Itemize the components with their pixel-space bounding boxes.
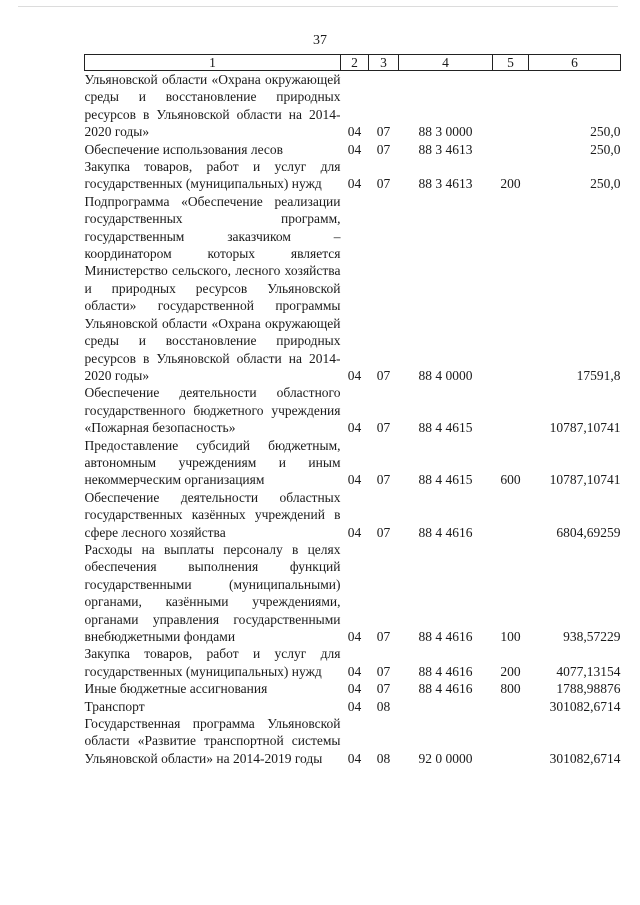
row-name: Обеспечение деятельности областного государственного бюджетного учреждения «Пожарная безопасность» — [84, 385, 341, 436]
row-subsection: 07 — [376, 629, 391, 644]
table-row — [85, 437, 621, 489]
row-target-article: 88 4 4616 — [418, 629, 473, 644]
row-subsection: 07 — [376, 367, 391, 383]
row-subsection: 08 — [376, 750, 391, 766]
row-section: 04 — [347, 681, 362, 697]
row-subsection: 07 — [376, 681, 391, 697]
row-name: Иные бюджетные ассигнования — [84, 681, 268, 697]
row-subsection: 07 — [376, 420, 391, 436]
table-row — [85, 541, 621, 645]
row-expense-type — [493, 71, 529, 141]
row-expense-type — [493, 698, 529, 715]
scan-artifact-top — [18, 6, 618, 7]
row-subsection: 08 — [376, 698, 391, 714]
row-name: Обеспечение деятельности областных государственных казённых учреждений в сфере лесного хозяйства — [84, 489, 341, 540]
table-body — [85, 71, 621, 768]
table-row — [85, 645, 621, 680]
row-name: Государственная программа Ульяновской области «Развитие транспортной системы Ульяновской области» на 2014-2019 годы — [84, 716, 341, 766]
row-section: 04 — [347, 124, 362, 140]
table-row — [85, 193, 621, 384]
row-target-article: 88 3 0000 — [418, 124, 473, 140]
row-name: Обеспечение использования лесов — [84, 141, 284, 157]
row-target-article: 92 0 0000 — [418, 750, 473, 766]
row-amount: 17591,8 — [576, 367, 621, 383]
row-subsection: 07 — [376, 524, 391, 540]
row-amount: 10787,10741 — [549, 420, 621, 436]
row-name: Закупка товаров, работ и услуг для государственных (муниципальных) нужд — [84, 159, 341, 192]
table-row — [85, 71, 621, 141]
table-header — [85, 55, 621, 71]
row-amount: 250,0 — [590, 124, 621, 140]
row-target-article: 88 3 4613 — [418, 141, 473, 157]
header-col-6: 6 — [529, 55, 621, 71]
row-name: Транспорт — [84, 698, 145, 714]
table-row — [85, 384, 621, 436]
row-section: 04 — [347, 663, 362, 679]
table-row — [85, 715, 621, 767]
row-target-article: 88 4 4616 — [418, 681, 473, 697]
header-col-4: 4 — [399, 55, 493, 71]
row-amount: 6804,69259 — [556, 524, 621, 540]
header-col-2: 2 — [341, 55, 369, 71]
table-row — [85, 698, 621, 715]
row-expense-type — [493, 384, 529, 436]
row-expense-type: 600 — [500, 472, 521, 488]
budget-table — [84, 54, 621, 767]
header-col-3: 3 — [369, 55, 399, 71]
row-subsection: 07 — [376, 663, 391, 679]
row-amount: 4077,13154 — [556, 663, 621, 679]
row-amount: 250,0 — [590, 176, 621, 192]
row-name: Закупка товаров, работ и услуг для государственных (муниципальных) нужд — [84, 646, 341, 679]
row-amount: 938,57229 — [563, 629, 621, 644]
row-amount: 10787,10741 — [549, 472, 621, 488]
row-target-article: 88 4 4615 — [418, 472, 473, 488]
row-name: Ульяновской области «Охрана окружающей среды и восстановление природных ресурсов в Ульяновской области на 2014-2020 годы» — [84, 72, 341, 140]
row-target-article — [399, 698, 493, 715]
table-row — [85, 680, 621, 697]
row-expense-type — [493, 141, 529, 158]
row-target-article: 88 4 4615 — [418, 420, 473, 436]
row-amount: 301082,6714 — [549, 750, 621, 766]
row-section: 04 — [347, 698, 362, 714]
row-section: 04 — [347, 629, 362, 644]
row-section: 04 — [347, 524, 362, 540]
header-col-1: 1 — [85, 55, 341, 71]
row-name: Расходы на выплаты персоналу в целях обеспечения выполнения функций государственными (муниципальными) органами, казёнными учреждениями, органами управления государственными внебюджетными фондами — [84, 541, 341, 644]
row-section: 04 — [347, 420, 362, 436]
row-subsection: 07 — [376, 141, 391, 157]
row-target-article: 88 4 4616 — [418, 663, 473, 679]
row-section: 04 — [347, 472, 362, 488]
row-amount: 250,0 — [590, 141, 621, 157]
row-subsection: 07 — [376, 176, 391, 192]
row-expense-type — [493, 489, 529, 541]
row-amount: 301082,6714 — [549, 698, 621, 714]
table-row — [85, 489, 621, 541]
row-subsection: 07 — [376, 124, 391, 140]
row-expense-type: 200 — [500, 176, 521, 192]
row-expense-type: 800 — [500, 681, 521, 697]
row-section: 04 — [347, 750, 362, 766]
row-section: 04 — [347, 141, 362, 157]
row-section: 04 — [347, 176, 362, 192]
page-number: 37 — [313, 33, 327, 48]
row-subsection: 07 — [376, 472, 391, 488]
row-name: Подпрограмма «Обеспечение реализации государственных программ, государственным заказчиком – координатором которых является Министерство сельского, лесного хозяйства и природных ресурсов Ульяновской области» государственной программы Ульяновской области «Охрана окружающей среды и восстановление природных ресурсов в Ульяновской области на 2014-2020 годы» — [84, 193, 341, 383]
row-target-article: 88 4 0000 — [418, 367, 473, 383]
row-section: 04 — [347, 367, 362, 383]
row-expense-type — [493, 715, 529, 767]
header-col-5: 5 — [493, 55, 529, 71]
table-row — [85, 158, 621, 193]
row-target-article: 88 4 4616 — [418, 524, 473, 540]
row-expense-type: 200 — [500, 663, 521, 679]
row-target-article: 88 3 4613 — [418, 176, 473, 192]
header-row — [85, 55, 621, 71]
row-expense-type — [493, 193, 529, 384]
row-name: Предоставление субсидий бюджетным, автономным учреждениям и иным некоммерческим организациям — [84, 437, 341, 488]
table-row — [85, 141, 621, 158]
row-expense-type: 100 — [500, 629, 521, 644]
row-amount: 1788,98876 — [556, 681, 621, 697]
